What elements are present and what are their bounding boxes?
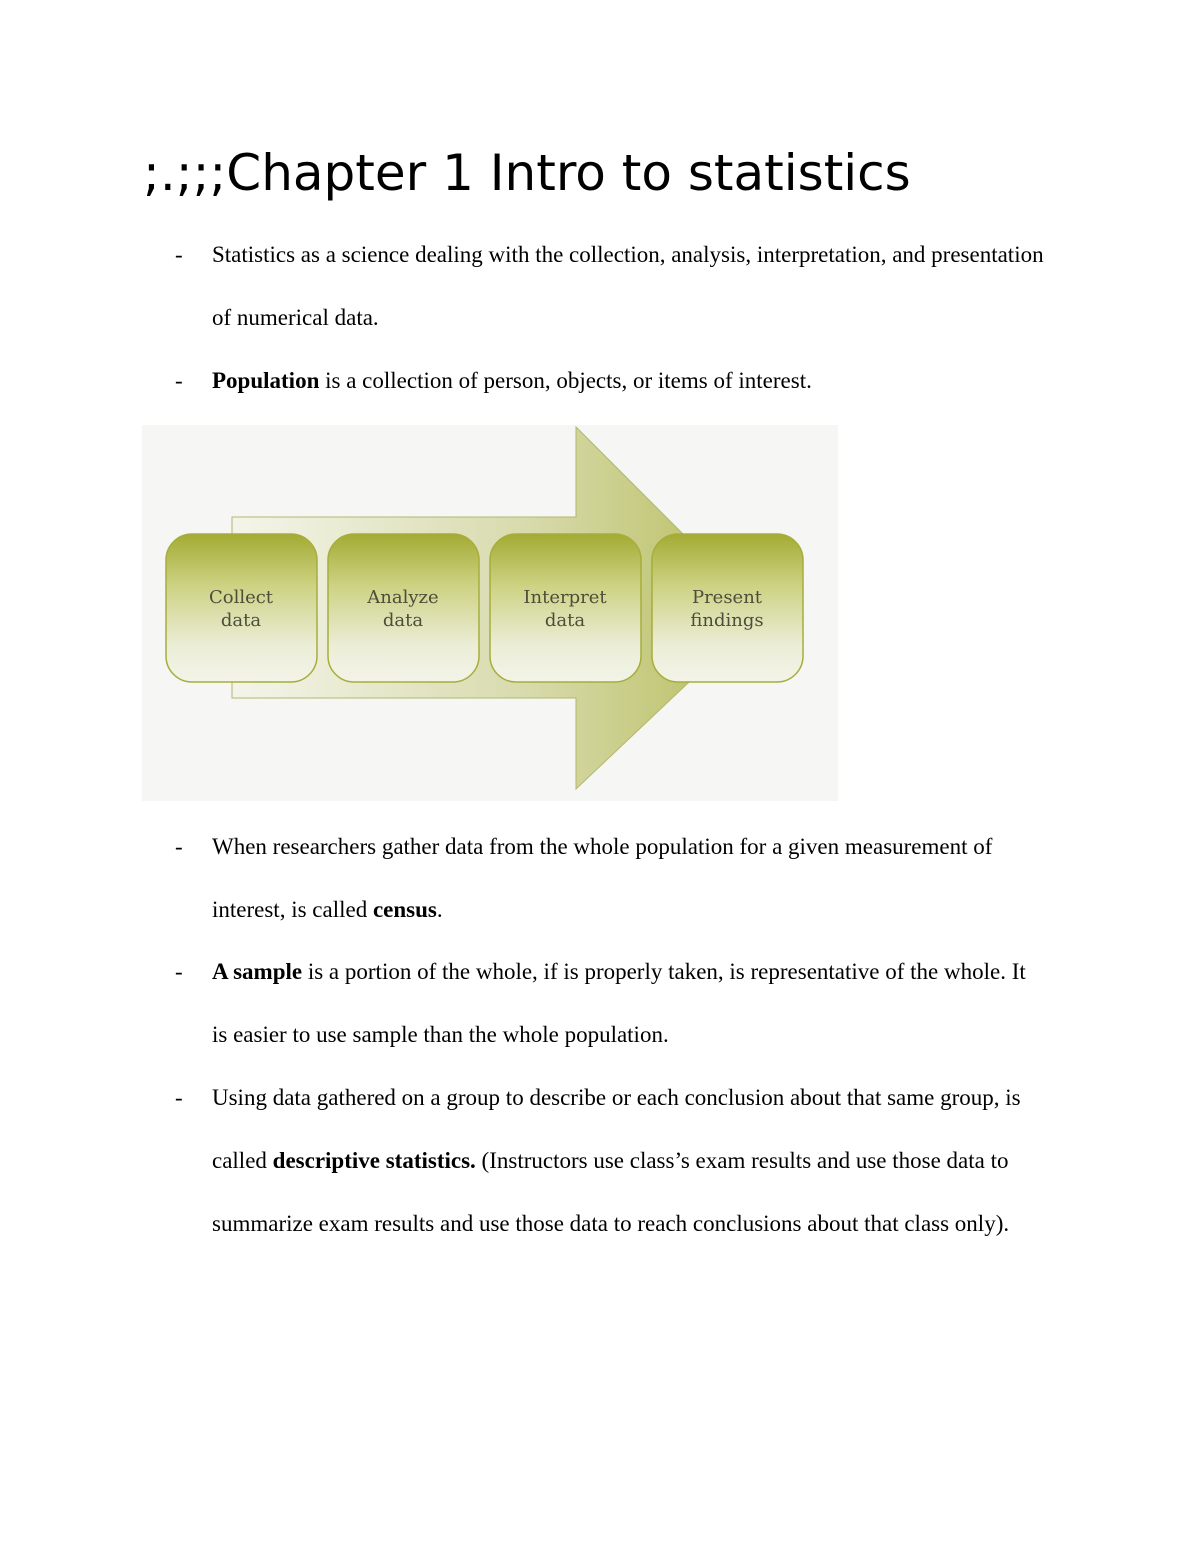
term-population: Population <box>212 368 320 393</box>
bullet-marker: - <box>175 368 183 393</box>
bullet-statistics <box>175 223 1045 349</box>
step-label: data <box>382 610 424 631</box>
step-label: Analyze <box>367 587 439 608</box>
bullet-text: (Instructors use class’s exam results and use those data to summarize exam results and use those data to reach conclusions about that class only). <box>212 1148 1010 1236</box>
bullet-text: is a portion of the whole, if is properly taken, is representative of the whole. It is easier to use sample than the whole population. <box>212 959 1026 1047</box>
bullet-marker: - <box>175 242 183 267</box>
bullet-marker: - <box>175 959 183 984</box>
bullet-text: Using data gathered on a group to describe or each conclusion about that same group, is called <box>212 1085 1021 1173</box>
bullet-descriptive-statistics <box>175 1066 1045 1255</box>
step-box-present <box>652 534 803 682</box>
term-census: census <box>372 897 437 922</box>
page-title: ;.;;;Chapter 1 Intro to statistics <box>143 144 911 202</box>
bullet-text: . <box>436 897 443 922</box>
bullet-population <box>175 349 1045 412</box>
step-label: Present <box>691 587 763 608</box>
term-descriptive-statistics: descriptive statistics. <box>272 1148 476 1173</box>
step-box-analyze <box>328 534 479 682</box>
term-sample: A sample <box>212 959 303 984</box>
step-label: Collect <box>208 587 274 608</box>
step-box-collect <box>166 534 317 682</box>
bullet-marker: - <box>175 834 183 859</box>
step-box-interpret <box>490 534 641 682</box>
bullet-census <box>175 815 1045 941</box>
step-label: data <box>220 610 262 631</box>
step-label: data <box>544 610 586 631</box>
step-label: findings <box>690 610 764 631</box>
bullet-marker: - <box>175 1085 183 1110</box>
bullet-text: Statistics as a science dealing with the collection, analysis, interpretation, and presentation of numerical data. <box>212 242 1044 330</box>
bullet-sample <box>175 940 1045 1066</box>
step-label: Interpret <box>523 587 607 608</box>
bullet-text: is a collection of person, objects, or items of interest. <box>319 368 812 393</box>
bullet-text: When researchers gather data from the whole population for a given measurement of interest, is called <box>212 834 993 922</box>
statistics-process-diagram <box>142 425 838 801</box>
